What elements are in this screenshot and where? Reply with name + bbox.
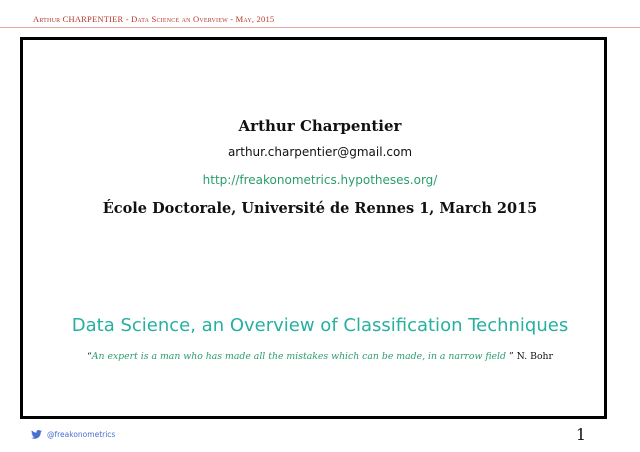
affiliation-line: École Doctorale, Université de Rennes 1, March 2015 [102,200,538,217]
twitter-handle-link[interactable] [31,430,115,439]
header-divider [0,27,640,28]
quote-line [0,351,640,362]
author-email: arthur.charpentier@gmail.com [227,145,413,159]
page-number: 1 [575,425,586,444]
website-link[interactable]: http://freakonometrics.hypotheses.org/ [202,173,438,187]
running-header: Arthur CHARPENTIER - Data Science an Overview - May, 2015 [33,14,275,24]
quote-open-mark: “ [87,351,92,362]
quote-close-mark: ” [505,351,514,362]
quote-attribution: N. Bohr [513,351,553,362]
quote-text: An expert is a man who has made all the mistakes which can be made, in a narrow field [91,351,506,362]
author-name: Arthur Charpentier [238,117,402,135]
presentation-title: Data Science, an Overview of Classification Techniques [71,315,569,336]
twitter-bird-icon [31,430,42,439]
twitter-handle: @freakonometrics [47,430,116,439]
